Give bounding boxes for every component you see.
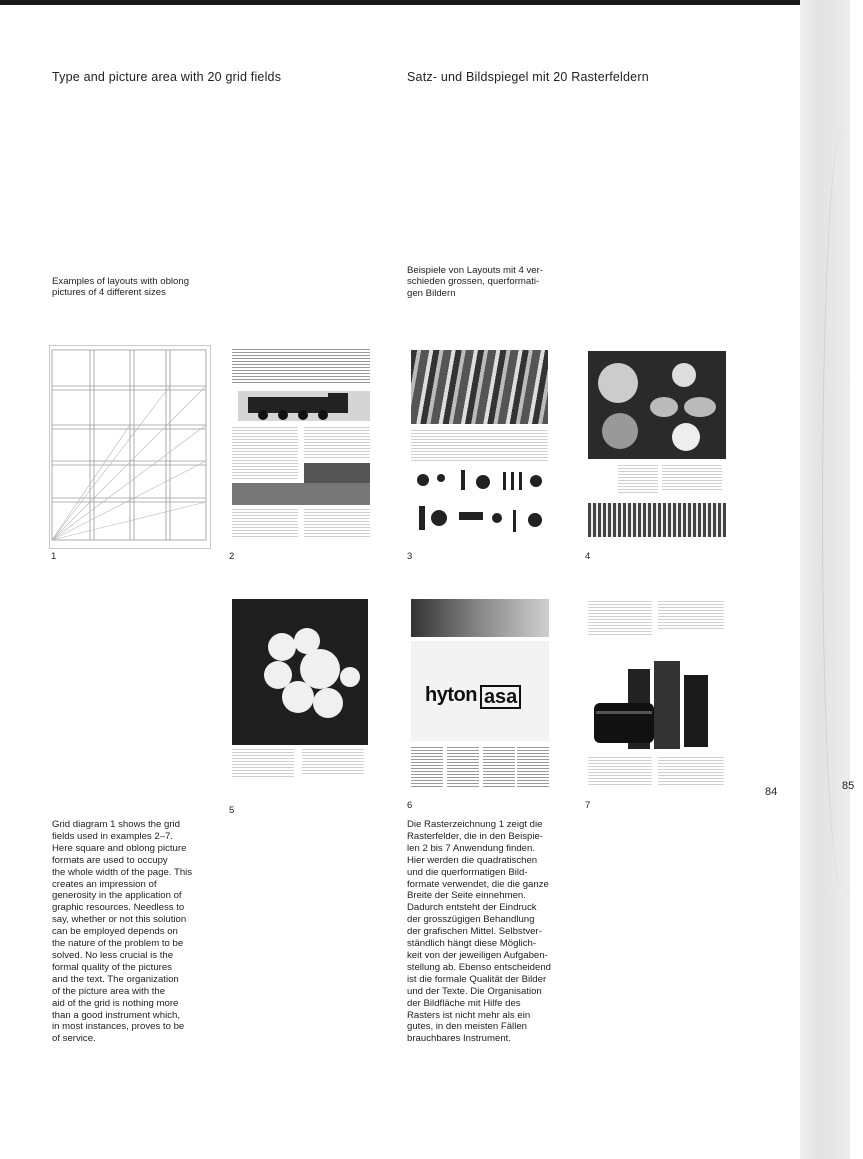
page-number-left: 84 [765, 786, 778, 798]
figure-number-3: 3 [407, 551, 413, 562]
figure-3-layout [411, 350, 548, 538]
caption-german: Beispiele von Layouts mit 4 ver- schieden grossen, querformati- gen Bildern [407, 265, 543, 299]
caption-english: Examples of layouts with oblong pictures of 4 different sizes [52, 276, 190, 299]
building-photo-icon [588, 503, 726, 537]
machine-parts-icon [411, 466, 548, 538]
figure-5-layout [232, 599, 368, 789]
cars-photo-icon [411, 350, 548, 424]
figure-1-grid-diagram [49, 345, 211, 549]
ad-word-hyton: hyton [425, 684, 477, 706]
heading-german: Satz- und Bildspiegel mit 20 Rasterfeldern [407, 70, 649, 84]
abstract-circles-icon [232, 599, 368, 745]
figure-number-1: 1 [51, 551, 57, 562]
body-text-german: Die Rasterzeichnung 1 zeigt die Rasterfelder, die in den Beispie- len 2 bis 7 Anwendung finden. Hier werden die quadratischen und die querformatigen Bild- formate verwendet, die die ganze Breite der Seite einnehmen. Dadurch entsteht der Eindruck der grosszügigen Behandlung der grafischen Mittel. Selbstver- ständlich hängt diese Möglich- keit von der jeweiligen Aufgaben- stellung ab. Ebenso entscheidend ist die formale Qualität der Bilder und der Texte. Die Organisation der Bildfläche mit Hilfe des Rasters ist nicht mehr als ein gutes, in den meisten Fällen brauchbares Instrument. [407, 819, 552, 1045]
figure-2-layout [232, 345, 370, 541]
ad-word-asa: asa [480, 685, 521, 709]
grid-diagram-icon [50, 346, 210, 548]
portrait-photo-icon [411, 599, 549, 637]
heading-english: Type and picture area with 20 grid fields [52, 70, 282, 84]
figure-number-7: 7 [585, 800, 591, 811]
figure-number-2: 2 [229, 551, 235, 562]
luggage-photo-icon [588, 639, 726, 751]
figure-7-layout [588, 599, 726, 789]
fruit-photo-icon [588, 351, 726, 459]
figure-number-4: 4 [585, 551, 591, 562]
figure-6-layout [411, 599, 549, 789]
locomotive-icon [238, 391, 370, 421]
page-curl [822, 130, 863, 890]
body-text-english: Grid diagram 1 shows the grid fields used in examples 2–7. Here square and oblong picture formats are used to occupy the whole width of the page. This creates an impression of generosity in the application of graphic resources. Needless to say, whether or not this solution can be employed depends on the nature of the problem to be solved. No less crucial is the formal quality of the pictures and the text. The organization of the picture area with the aid of the grid is nothing more than a good instrument which, in most instances, proves to be of service. [52, 819, 193, 1045]
figure-number-6: 6 [407, 800, 413, 811]
figure-4-layout [588, 351, 726, 537]
top-edge [0, 0, 850, 5]
page-number-right: 85 [842, 780, 855, 792]
figure-number-5: 5 [229, 805, 235, 816]
